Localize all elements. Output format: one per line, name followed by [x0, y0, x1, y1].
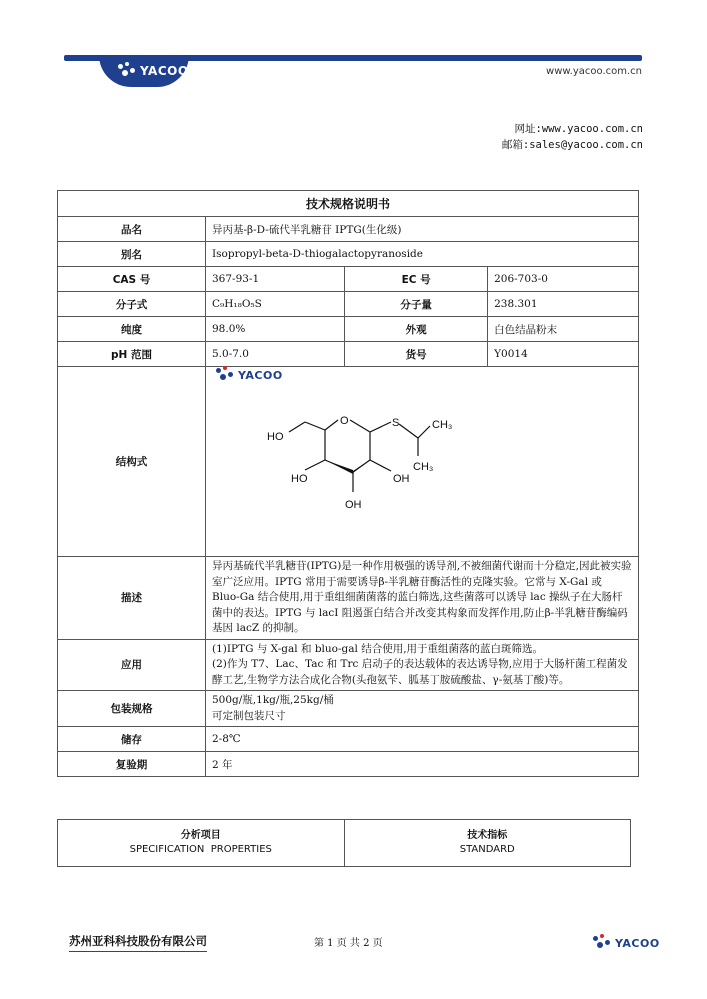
spec-title: 技术规格说明书: [58, 191, 639, 217]
atom-ring-o: O: [340, 415, 349, 427]
ec-value: 206-703-0: [488, 267, 639, 292]
atom-ch3-a: CH₃: [432, 419, 453, 431]
contact-block: [502, 121, 643, 153]
website-line[interactable]: 网址:www.yacoo.com.cn: [514, 123, 643, 135]
structure-label: 结构式: [58, 367, 206, 557]
structure-logo-text: YACOO: [238, 368, 283, 382]
analysis-table: [57, 819, 631, 867]
atom-ch3-b: CH₃: [413, 461, 434, 473]
footer-page-number: 第 1 页 共 2 页: [314, 938, 383, 949]
storage-value: 2-8℃: [206, 727, 639, 752]
atom-ho-1: HO: [267, 431, 284, 443]
analysis-col-standard: [344, 820, 631, 867]
molecule-wedges: [325, 460, 370, 474]
application-label: 应用: [58, 639, 206, 691]
description-label: 描述: [58, 557, 206, 640]
footer-logo-text: YACOO: [615, 936, 660, 950]
analysis-col-items: [58, 820, 345, 867]
atom-ho-2: HO: [291, 473, 308, 485]
formula-value: C₉H₁₈O₅S: [206, 292, 345, 317]
logo-mark-icon: [593, 934, 615, 952]
footer-company: 苏州亚科科技股份有限公司: [69, 933, 207, 952]
application-line-2: (2)作为 T7、Lac、Tac 和 Trc 启动子的表达载体的表达诱导物,应用于大肠杆菌工程菌发酵工艺,生物学方法合成化合物(头孢氨苄、胍基丁胺硫酸盐、γ-氨基丁酸)等。: [212, 658, 628, 686]
email-line[interactable]: 邮箱:sales@yacoo.com.cn: [501, 139, 643, 151]
packaging-line-1: 500g/瓶,1kg/瓶,25kg/桶: [212, 694, 334, 706]
product-name-value: 异丙基-β-D-硫代半乳糖苷 IPTG(生化级): [206, 217, 639, 242]
atom-s: S: [392, 417, 400, 429]
purity-label: 纯度: [58, 317, 206, 342]
iptg-structure: [255, 400, 485, 515]
item-no-label: 货号: [345, 342, 488, 367]
appearance-value: 白色结晶粉末: [488, 317, 639, 342]
retest-value: 2 年: [206, 752, 639, 777]
cas-value: 367-93-1: [206, 267, 345, 292]
appearance-label: 外观: [345, 317, 488, 342]
packaging-line-2: 可定制包装尺寸: [212, 709, 286, 722]
item-no-value: Y0014: [488, 342, 639, 367]
analysis-standard-en: STANDARD: [459, 844, 515, 855]
retest-label: 复验期: [58, 752, 206, 777]
alias-label: 别名: [58, 242, 206, 267]
ec-label: EC 号: [345, 267, 488, 292]
formula-label: 分子式: [58, 292, 206, 317]
analysis-items-en: SPECIFICATION PROPERTIES: [129, 844, 272, 855]
logo-mark-icon: [118, 62, 140, 80]
storage-label: 储存: [58, 727, 206, 752]
purity-value: 98.0%: [206, 317, 345, 342]
ph-label: pH 范围: [58, 342, 206, 367]
atom-oh-3: OH: [393, 473, 410, 485]
alias-value: Isopropyl-beta-D-thiogalactopyranoside: [206, 242, 639, 267]
product-name-label: 品名: [58, 217, 206, 242]
atom-oh-4: OH: [345, 499, 362, 511]
cas-label: CAS 号: [58, 267, 206, 292]
ph-value: 5.0-7.0: [206, 342, 345, 367]
packaging-label: 包装规格: [58, 691, 206, 727]
yacoo-logo: [118, 62, 189, 80]
application-value: [206, 639, 639, 691]
packaging-value: [206, 691, 639, 727]
site-url[interactable]: www.yacoo.com.cn: [546, 66, 642, 77]
analysis-items-cn: 分析项目: [180, 830, 221, 841]
logo-mark-icon: [216, 366, 238, 384]
application-line-1: (1)IPTG 与 X-gal 和 bluo-gal 结合使用,用于重组菌落的蓝白斑筛选。: [212, 642, 544, 655]
mw-label: 分子量: [345, 292, 488, 317]
description-value: 异丙基硫代半乳糖苷(IPTG)是一种作用极强的诱导剂,不被细菌代谢而十分稳定,因此被实验室广泛应用。IPTG 常用于需要诱导β-半乳糖苷酶活性的克隆实验。它常与 X-Gal 或 Bluo-Ga 结合使用,用于重组细菌菌落的蓝白筛选,这些菌落可以诱导 lac 操纵子在大肠杆菌中的表达。IPTG 与 lacI 阻遏蛋白结合并改变其构象而发挥作用,防止β-半乳糖苷酶编码基因 lacZ 的抑制。: [206, 557, 639, 640]
footer-logo: [593, 934, 660, 952]
structure-logo: [216, 366, 283, 384]
logo-text: YACOO: [140, 64, 189, 78]
mw-value: 238.301: [488, 292, 639, 317]
analysis-standard-cn: 技术指标: [467, 830, 508, 841]
